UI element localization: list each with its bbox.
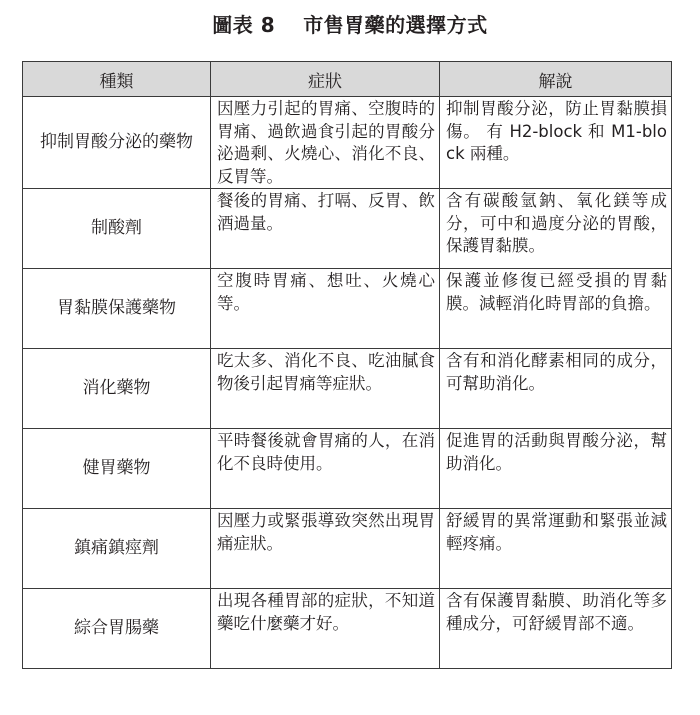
- medicine-type-cell: 鎮痛鎮痙劑: [23, 509, 211, 589]
- medicine-type-cell: 健胃藥物: [23, 429, 211, 509]
- table-row: [23, 429, 672, 509]
- explanation-text: 抑制胃酸分泌，防止胃黏膜損傷。 有 H2-block 和 M1-block 兩種。: [446, 99, 667, 163]
- table-row: [23, 97, 672, 189]
- medicine-type-cell: 制酸劑: [23, 189, 211, 269]
- symptoms-cell: [211, 269, 440, 349]
- explanation-text: 促進胃的活動與胃酸分泌，幫助消化。: [446, 431, 667, 473]
- symptoms-cell: [211, 509, 440, 589]
- column-header-type: 種類: [23, 62, 211, 97]
- explanation-cell: [440, 97, 672, 189]
- symptoms-text: 空腹時胃痛、想吐、火燒心等。: [217, 271, 435, 313]
- figure-caption: 市售胃藥的選擇方式: [303, 13, 488, 37]
- figure-number: 圖表 8: [212, 13, 276, 37]
- stomach-medicine-table: [22, 61, 672, 669]
- symptoms-cell: [211, 189, 440, 269]
- table-row: [23, 269, 672, 349]
- medicine-type-cell: 消化藥物: [23, 349, 211, 429]
- medicine-type-cell: 綜合胃腸藥: [23, 589, 211, 669]
- symptoms-cell: [211, 589, 440, 669]
- table-row: [23, 509, 672, 589]
- symptoms-text: 平時餐後就會胃痛的人，在消化不良時使用。: [217, 431, 435, 473]
- symptoms-cell: [211, 97, 440, 189]
- explanation-cell: [440, 589, 672, 669]
- explanation-text: 舒緩胃的異常運動和緊張並減輕疼痛。: [446, 511, 667, 553]
- explanation-cell: [440, 349, 672, 429]
- column-header-explanation: 解說: [440, 62, 672, 97]
- medicine-type-cell: 抑制胃酸分泌的藥物: [23, 97, 211, 189]
- explanation-cell: [440, 269, 672, 349]
- table-row: [23, 189, 672, 269]
- explanation-cell: [440, 429, 672, 509]
- figure-title: [0, 12, 700, 38]
- symptoms-text: 餐後的胃痛、打嗝、反胃、飲酒過量。: [217, 191, 435, 233]
- explanation-text: 保護並修復已經受損的胃黏膜。減輕消化時胃部的負擔。: [446, 271, 667, 313]
- column-header-symptoms: 症狀: [211, 62, 440, 97]
- symptoms-text: 因壓力引起的胃痛、空腹時的胃痛、過飲過食引起的胃酸分泌過剩、火燒心、消化不良、反胃等。: [217, 99, 435, 186]
- symptoms-cell: [211, 429, 440, 509]
- explanation-text: 含有和消化酵素相同的成分，可幫助消化。: [446, 351, 667, 393]
- explanation-text: 含有碳酸氫鈉、氧化鎂等成分，可中和過度分泌的胃酸，保護胃黏膜。: [446, 191, 667, 255]
- table-row: [23, 349, 672, 429]
- medicine-type-cell: 胃黏膜保護藥物: [23, 269, 211, 349]
- table-header-row: [23, 62, 672, 97]
- symptoms-text: 出現各種胃部的症狀，不知道藥吃什麼藥才好。: [217, 591, 435, 633]
- explanation-cell: [440, 509, 672, 589]
- table-row: [23, 589, 672, 669]
- explanation-cell: [440, 189, 672, 269]
- symptoms-text: 因壓力或緊張導致突然出現胃痛症狀。: [217, 511, 435, 553]
- symptoms-text: 吃太多、消化不良、吃油膩食物後引起胃痛等症狀。: [217, 351, 435, 393]
- explanation-text: 含有保護胃黏膜、助消化等多種成分，可舒緩胃部不適。: [446, 591, 667, 633]
- symptoms-cell: [211, 349, 440, 429]
